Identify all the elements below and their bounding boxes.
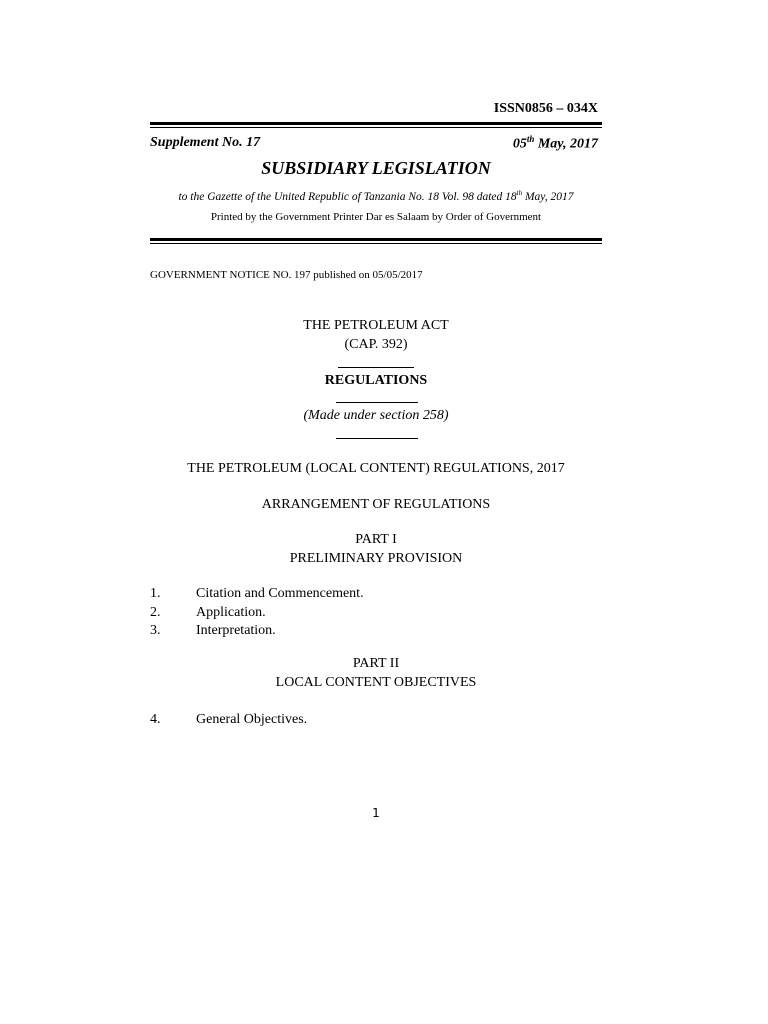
gazette-text: to the Gazette of the United Republic of Tanzania No. 18 Vol. 98 dated 18: [178, 190, 517, 203]
date-day: 05: [512, 136, 527, 152]
gazette-sup: th: [516, 189, 523, 197]
issn-number: ISSN0856 – 034X: [493, 101, 598, 116]
item-text: Citation and Commencement.: [196, 586, 364, 601]
act-name: THE PETROLEUM ACT: [303, 318, 449, 333]
date-suffix-sup: th: [526, 134, 535, 144]
item-number: 4.: [150, 712, 161, 727]
gazette-date: May, 2017: [522, 190, 574, 203]
header-rule-thin: [150, 127, 602, 128]
document-title: SUBSIDIARY LEGISLATION: [261, 158, 491, 178]
made-under-section: (Made under section 258): [303, 408, 449, 423]
item-number: 1.: [150, 586, 161, 601]
separator-line: [336, 438, 418, 439]
item-text: Interpretation.: [196, 623, 276, 638]
gazette-reference: [150, 189, 602, 203]
item-text: Application.: [196, 605, 266, 620]
regulations-heading: REGULATIONS: [324, 373, 428, 388]
footer-rule-thick: [150, 238, 602, 241]
part-label: PART I: [355, 532, 397, 547]
footer-rule-thin: [150, 243, 602, 244]
header-rule-thick: [150, 122, 602, 125]
part-heading: LOCAL CONTENT OBJECTIVES: [275, 675, 477, 690]
item-number: 3.: [150, 623, 161, 638]
publication-date: [513, 134, 598, 153]
separator-line: [336, 402, 418, 403]
part-label: PART II: [352, 656, 400, 671]
act-cap: (CAP. 392): [344, 337, 408, 352]
arrangement-heading: ARRANGEMENT OF REGULATIONS: [261, 497, 491, 512]
government-notice: GOVERNMENT NOTICE NO. 197 published on 05/05/2017: [150, 269, 423, 281]
separator-line: [338, 367, 414, 368]
part-heading: PRELIMINARY PROVISION: [289, 551, 463, 566]
regulations-title: THE PETROLEUM (LOCAL CONTENT) REGULATIONS, 2017: [187, 461, 565, 476]
item-text: General Objectives.: [196, 712, 308, 727]
page-number: 1: [372, 806, 380, 820]
supplement-number: Supplement No. 17: [150, 135, 261, 150]
item-number: 2.: [150, 605, 161, 620]
printer-note: Printed by the Government Printer Dar es Salaam by Order of Government: [210, 211, 542, 223]
date-month-year: May, 2017: [534, 136, 598, 152]
